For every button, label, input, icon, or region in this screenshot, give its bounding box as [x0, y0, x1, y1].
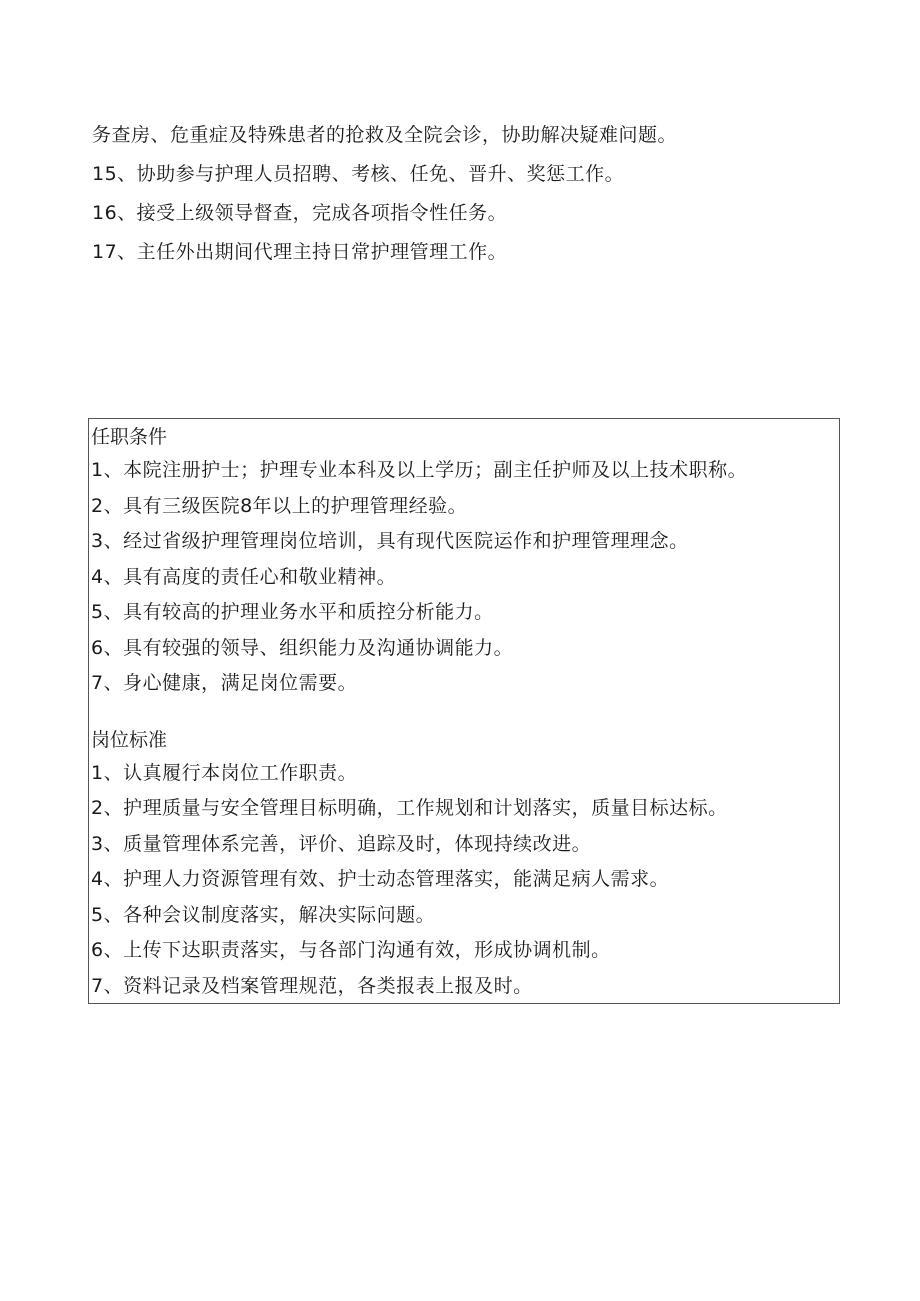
duty-line: 17、主任外出期间代理主持日常护理管理工作。	[92, 241, 508, 263]
duty-line: 15、协助参与护理人员招聘、考核、任免、晋升、奖惩工作。	[92, 163, 625, 185]
standards-title: 岗位标准	[91, 728, 168, 751]
standard-item: 4、护理人力资源管理有效、护士动态管理落实，能满足病人需求。	[91, 868, 670, 890]
qualification-item: 4、具有高度的责任心和敬业精神。	[91, 565, 397, 588]
qualifications-title: 任职条件	[91, 426, 168, 448]
standard-item: 3、质量管理体系完善，评价、追踪及时，体现持续改进。	[91, 832, 592, 855]
standard-item: 7、资料记录及档案管理规范，各类报表上报及时。	[91, 974, 533, 997]
section-spacer	[91, 702, 839, 724]
qualification-item: 7、身心健康，满足岗位需要。	[91, 672, 358, 694]
qualification-item: 6、具有较强的领导、组织能力及沟通协调能力。	[91, 636, 514, 659]
standard-item: 6、上传下达职责落实，与各部门沟通有效，形成协调机制。	[91, 939, 611, 961]
duty-line: 务查房、危重症及特殊患者的抢救及全院会诊，协助解决疑难问题。	[92, 124, 678, 146]
standard-item: 5、各种会议制度落实，解决实际问题。	[91, 903, 436, 926]
qualification-item: 1、本院注册护士；护理专业本科及以上学历；副主任护师及以上技术职称。	[91, 459, 748, 481]
duty-line: 16、接受上级领导督查，完成各项指令性任务。	[92, 202, 508, 224]
qualification-item: 2、具有三级医院8年以上的护理管理经验。	[91, 494, 468, 517]
qualification-item: 5、具有较高的护理业务水平和质控分析能力。	[91, 601, 494, 623]
requirements-table	[88, 418, 840, 1004]
standard-item: 2、护理质量与安全管理目标明确，工作规划和计划落实，质量目标达标。	[91, 797, 728, 819]
duties-continuation	[92, 116, 852, 272]
standard-item: 1、认真履行本岗位工作职责。	[91, 761, 358, 784]
qualification-item: 3、经过省级护理管理岗位培训，具有现代医院运作和护理管理理念。	[91, 530, 689, 552]
